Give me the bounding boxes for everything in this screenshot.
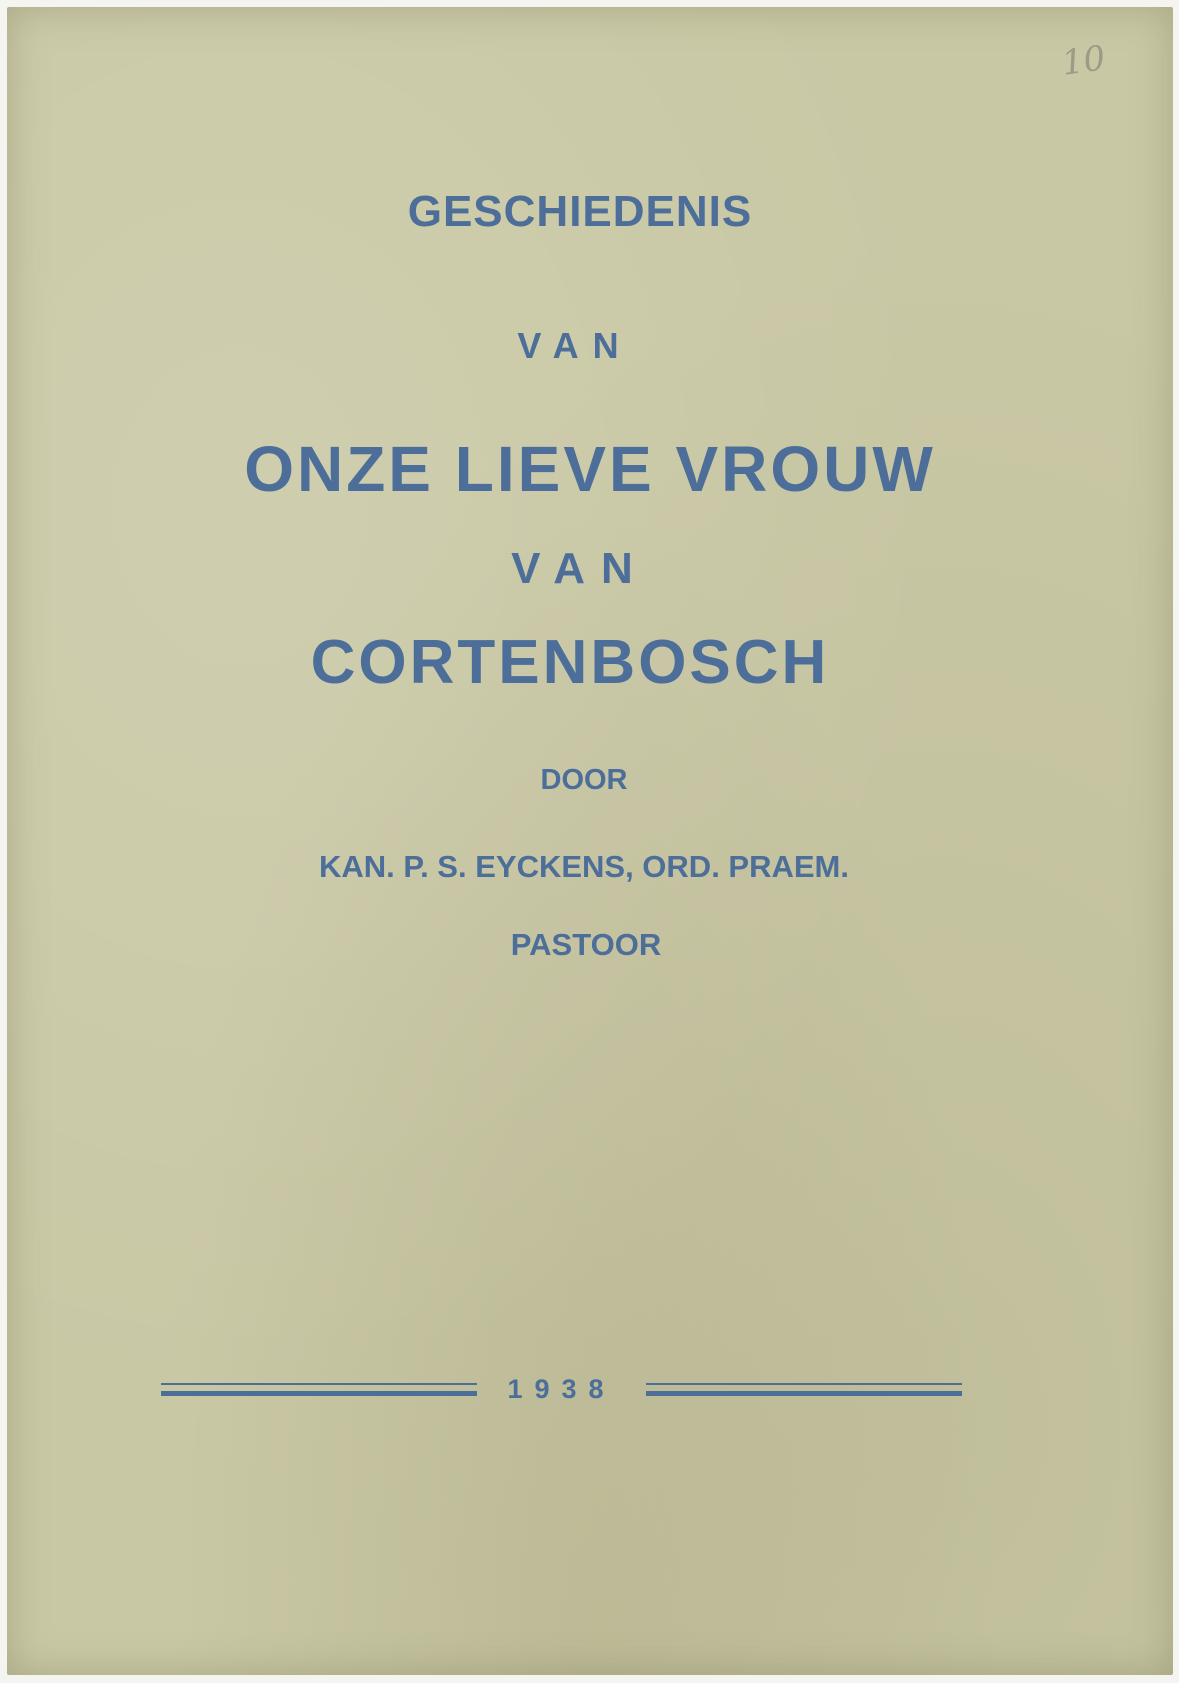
title-line-van-2: VAN [511, 544, 649, 593]
title-line-van-1: VAN [517, 325, 633, 366]
book-cover [7, 7, 1173, 1675]
year-row [161, 1374, 962, 1404]
publication-year: 1938 [507, 1374, 616, 1404]
right-rule-thick [646, 1391, 962, 1396]
title-line-cortenbosch: CORTENBOSCH [310, 628, 830, 697]
author-name: KAN. P. S. EYCKENS, ORD. PRAEM. [319, 849, 849, 884]
title-line-geschiedenis: GESCHIEDENIS [407, 187, 753, 236]
pencil-annotation: 10 [1059, 38, 1108, 84]
author-intro: DOOR [540, 764, 628, 796]
title-line-onze-lieve-vrouw: ONZE LIEVE VROUW [244, 433, 936, 505]
right-double-rule [646, 1379, 962, 1401]
author-role: PASTOOR [510, 927, 662, 962]
right-rule-thin [646, 1383, 962, 1385]
